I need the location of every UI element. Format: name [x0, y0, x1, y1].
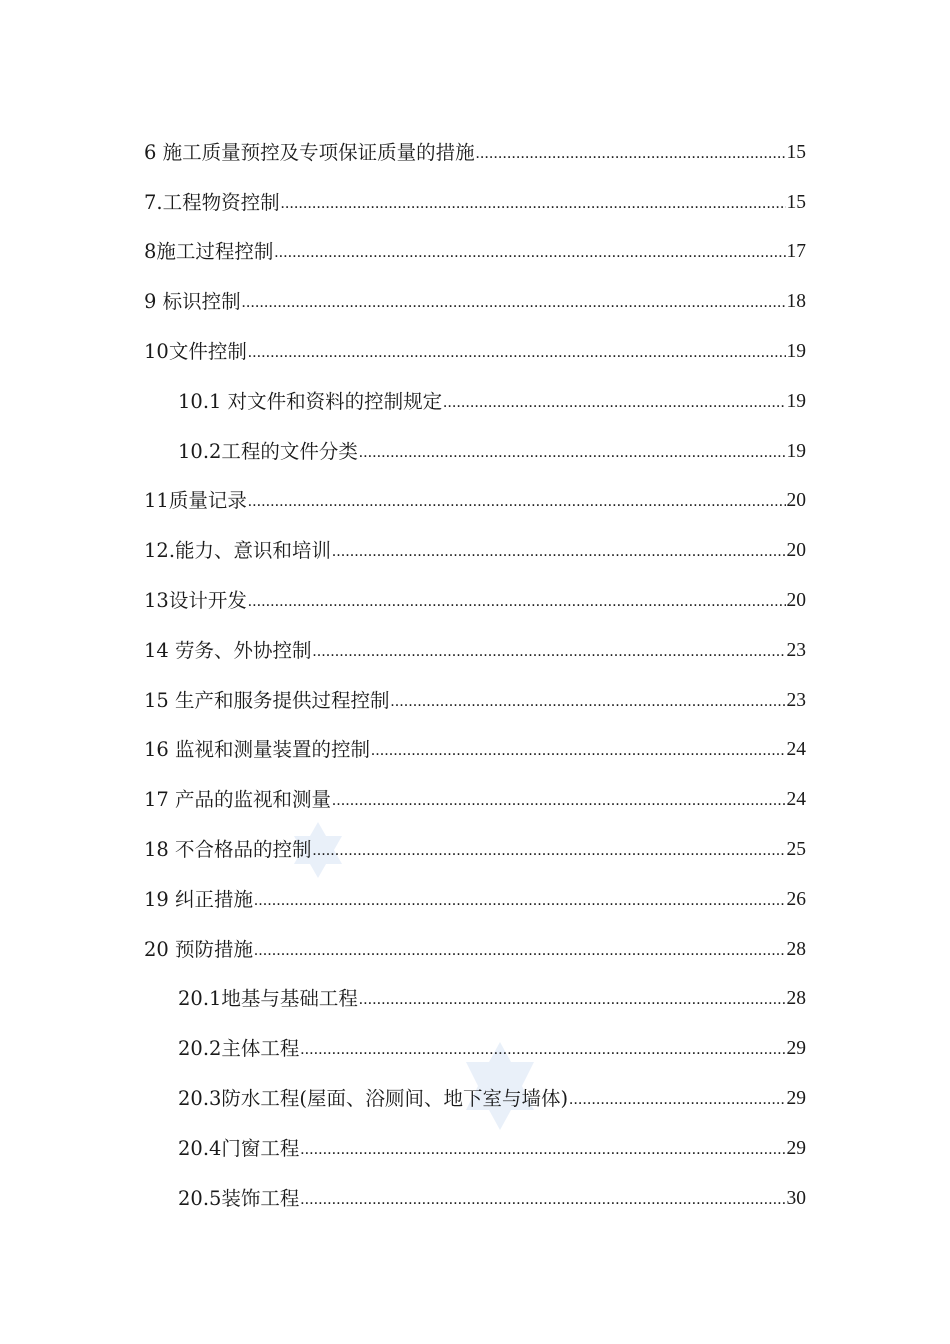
toc-page-number: 20	[786, 490, 806, 511]
toc-entry[interactable]	[144, 135, 806, 165]
toc-entry[interactable]	[178, 434, 806, 464]
toc-entry-label: 6 施工质量预控及专项保证质量的措施	[144, 141, 475, 164]
toc-entry-label: 16 监视和测量装置的控制	[144, 738, 371, 761]
toc-page-number: 15	[786, 192, 806, 213]
toc-dot-leader	[313, 641, 786, 663]
toc-entry-label: 13设计开发	[144, 589, 247, 612]
toc-page-number: 28	[786, 988, 806, 1009]
toc-dot-leader	[248, 491, 786, 513]
toc-entry-label: 20 预防措施	[144, 938, 254, 961]
toc-entry-label: 17 产品的监视和测量	[144, 788, 332, 811]
toc-page-number: 23	[786, 690, 806, 711]
toc-entry-label: 8施工过程控制	[144, 240, 274, 263]
toc-entry[interactable]	[178, 1131, 806, 1161]
toc-entry[interactable]	[144, 483, 806, 513]
toc-entry[interactable]	[144, 633, 806, 663]
toc-entry[interactable]	[144, 284, 806, 314]
toc-page-number: 29	[786, 1038, 806, 1059]
toc-entry[interactable]	[178, 1081, 806, 1111]
toc-page-number: 30	[786, 1188, 806, 1209]
toc-dot-leader	[300, 1139, 785, 1161]
toc-entry[interactable]	[144, 832, 806, 862]
toc-page-number: 19	[786, 391, 806, 412]
toc-dot-leader	[313, 840, 786, 862]
toc-page-number: 20	[786, 590, 806, 611]
toc-dot-leader	[371, 740, 785, 762]
toc-dot-leader	[274, 242, 785, 264]
toc-page-number: 20	[786, 540, 806, 561]
toc-entry[interactable]	[144, 334, 806, 364]
toc-page-number: 28	[786, 939, 806, 960]
toc-dot-leader	[443, 392, 785, 414]
toc-dot-leader	[254, 890, 785, 912]
toc-entry-label: 10.2工程的文件分类	[178, 440, 358, 463]
toc-entry[interactable]	[144, 882, 806, 912]
toc-entry-label: 10文件控制	[144, 340, 247, 363]
toc-dot-leader	[281, 193, 786, 215]
toc-dot-leader	[569, 1089, 785, 1111]
toc-entry-label: 7.工程物资控制	[144, 191, 280, 214]
toc-entry-label: 20.3防水工程(屋面、浴厕间、地下室与墙体)	[178, 1087, 569, 1110]
toc-entry[interactable]	[144, 234, 806, 264]
toc-entry[interactable]	[144, 782, 806, 812]
toc-page-number: 23	[786, 640, 806, 661]
toc-dot-leader	[300, 1189, 785, 1211]
toc-entry-label: 14 劳务、外协控制	[144, 639, 312, 662]
toc-page-number: 26	[786, 889, 806, 910]
toc-entry-label: 18 不合格品的控制	[144, 838, 312, 861]
toc-dot-leader	[359, 442, 786, 464]
toc-entry-label: 12.能力、意识和培训	[144, 539, 332, 562]
toc-page-number: 24	[786, 789, 806, 810]
toc-dot-leader	[242, 292, 786, 314]
toc-entry[interactable]	[144, 533, 806, 563]
toc-entry[interactable]	[178, 1031, 806, 1061]
toc-entry-label: 10.1 对文件和资料的控制规定	[178, 390, 443, 413]
toc-dot-leader	[332, 790, 785, 812]
toc-entry[interactable]	[178, 981, 806, 1011]
toc-dot-leader	[332, 541, 785, 563]
toc-page-number: 19	[786, 341, 806, 362]
toc-entry-label: 11质量记录	[144, 489, 247, 512]
toc-dot-leader	[300, 1039, 785, 1061]
toc-page-number: 24	[786, 739, 806, 760]
toc-entry-label: 20.1地基与基础工程	[178, 987, 358, 1010]
toc-entry-label: 19 纠正措施	[144, 888, 254, 911]
toc-entry-label: 20.4门窗工程	[178, 1137, 300, 1160]
toc-dot-leader	[391, 691, 786, 713]
toc-entry[interactable]	[178, 1181, 806, 1211]
toc-page-number: 29	[786, 1088, 806, 1109]
toc-page-number: 18	[786, 291, 806, 312]
toc-entry[interactable]	[144, 932, 806, 962]
toc-entry[interactable]	[144, 683, 806, 713]
toc-entry-label: 20.2主体工程	[178, 1037, 300, 1060]
toc-dot-leader	[248, 591, 786, 613]
toc-page-number: 15	[786, 142, 806, 163]
toc-entry-label: 20.5装饰工程	[178, 1187, 300, 1210]
toc-page-number: 29	[786, 1138, 806, 1159]
toc-entry[interactable]	[178, 384, 806, 414]
toc-entry-label: 9 标识控制	[144, 290, 241, 313]
toc-dot-leader	[476, 143, 786, 165]
toc-dot-leader	[359, 989, 786, 1011]
toc-entry[interactable]	[144, 732, 806, 762]
toc-page-number: 19	[786, 441, 806, 462]
toc-dot-leader	[248, 342, 786, 364]
toc-page-number: 25	[786, 839, 806, 860]
toc-dot-leader	[254, 940, 785, 962]
toc-entry[interactable]	[144, 185, 806, 215]
toc-entry-label: 15 生产和服务提供过程控制	[144, 689, 390, 712]
toc-entry[interactable]	[144, 583, 806, 613]
toc-page-number: 17	[786, 241, 806, 262]
